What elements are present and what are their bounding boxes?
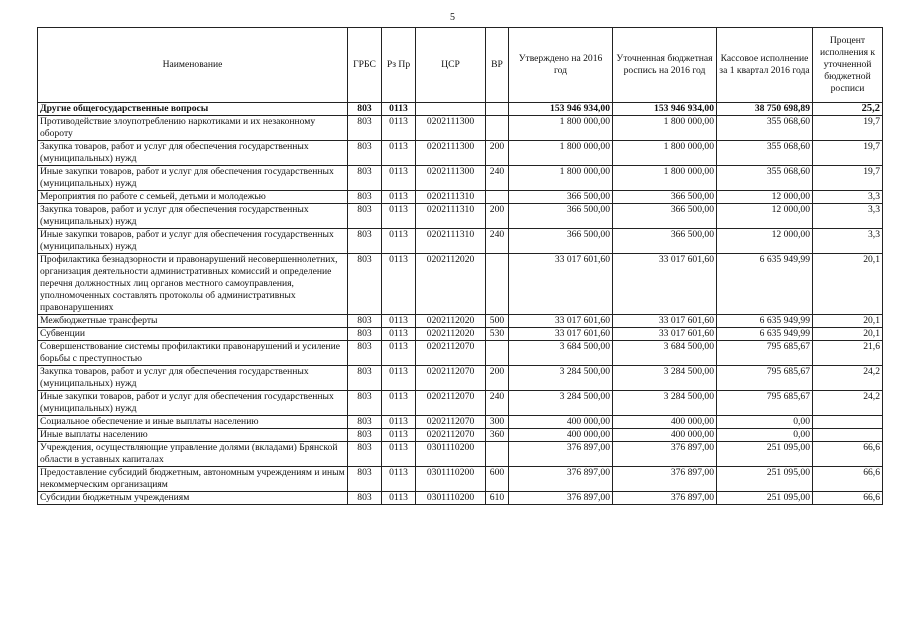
cell-rzpr: 0113 (382, 366, 416, 391)
table-row (38, 204, 883, 229)
cell-cash: 6 635 949,99 (717, 254, 813, 315)
cell-rzpr: 0113 (382, 254, 416, 315)
cell-grbs: 803 (348, 116, 382, 141)
cell-approved: 33 017 601,60 (509, 328, 613, 341)
cell-csr: 0202111310 (416, 204, 486, 229)
cell-csr: 0202112070 (416, 391, 486, 416)
cell-refined: 3 284 500,00 (613, 366, 717, 391)
cell-percent: 3,3 (813, 229, 883, 254)
cell-percent: 24,2 (813, 391, 883, 416)
cell-refined: 1 800 000,00 (613, 116, 717, 141)
cell-csr (416, 103, 486, 116)
cell-rzpr: 0113 (382, 191, 416, 204)
table-row (38, 341, 883, 366)
cell-rzpr: 0113 (382, 116, 416, 141)
cell-name: Другие общегосударственные вопросы (38, 103, 348, 116)
header-rzpr: Рз Пр (382, 28, 416, 103)
cell-approved: 153 946 934,00 (509, 103, 613, 116)
cell-rzpr: 0113 (382, 229, 416, 254)
table-row (38, 141, 883, 166)
cell-percent: 20,1 (813, 315, 883, 328)
cell-vr: 500 (486, 315, 509, 328)
cell-csr: 0202111300 (416, 141, 486, 166)
cell-cash: 795 685,67 (717, 391, 813, 416)
cell-cash: 251 095,00 (717, 467, 813, 492)
cell-grbs: 803 (348, 204, 382, 229)
cell-cash: 6 635 949,99 (717, 328, 813, 341)
cell-refined: 1 800 000,00 (613, 141, 717, 166)
cell-refined: 400 000,00 (613, 416, 717, 429)
cell-csr: 0202112020 (416, 315, 486, 328)
cell-percent: 19,7 (813, 116, 883, 141)
cell-approved: 1 800 000,00 (509, 141, 613, 166)
cell-csr: 0202112070 (416, 366, 486, 391)
cell-name: Совершенствование системы профилактики правонарушений и усиление борьбы с преступностью (38, 341, 348, 366)
header-refined: Уточненная бюджетная роспись на 2016 год (613, 28, 717, 103)
cell-cash: 12 000,00 (717, 191, 813, 204)
cell-vr: 360 (486, 429, 509, 442)
cell-refined: 33 017 601,60 (613, 328, 717, 341)
table-row (38, 328, 883, 341)
cell-refined: 400 000,00 (613, 429, 717, 442)
cell-approved: 376 897,00 (509, 467, 613, 492)
cell-name: Учреждения, осуществляющие управление долями (вкладами) Брянской области в уставных капиталах (38, 442, 348, 467)
cell-name: Закупка товаров, работ и услуг для обеспечения государственных (муниципальных) нужд (38, 204, 348, 229)
table-row (38, 429, 883, 442)
cell-vr (486, 341, 509, 366)
cell-rzpr: 0113 (382, 166, 416, 191)
cell-vr: 200 (486, 366, 509, 391)
cell-grbs: 803 (348, 191, 382, 204)
cell-name: Предоставление субсидий бюджетным, автономным учреждениям и иным некоммерческим организациям (38, 467, 348, 492)
cell-name: Мероприятия по работе с семьей, детьми и молодежью (38, 191, 348, 204)
cell-cash: 251 095,00 (717, 442, 813, 467)
cell-csr: 0301110200 (416, 442, 486, 467)
cell-cash: 355 068,60 (717, 141, 813, 166)
budget-table (37, 27, 883, 505)
cell-grbs: 803 (348, 141, 382, 166)
cell-percent: 66,6 (813, 467, 883, 492)
cell-rzpr: 0113 (382, 492, 416, 505)
cell-grbs: 803 (348, 366, 382, 391)
cell-grbs: 803 (348, 103, 382, 116)
table-body (38, 103, 883, 505)
cell-vr (486, 116, 509, 141)
cell-name: Субсидии бюджетным учреждениям (38, 492, 348, 505)
cell-vr: 600 (486, 467, 509, 492)
cell-cash: 12 000,00 (717, 229, 813, 254)
cell-refined: 33 017 601,60 (613, 254, 717, 315)
cell-name: Иные закупки товаров, работ и услуг для обеспечения государственных (муниципальных) нужд (38, 229, 348, 254)
header-name: Наименование (38, 28, 348, 103)
cell-refined: 366 500,00 (613, 204, 717, 229)
table-row (38, 467, 883, 492)
cell-vr: 240 (486, 391, 509, 416)
cell-csr: 0202112070 (416, 429, 486, 442)
cell-vr (486, 254, 509, 315)
cell-percent: 66,6 (813, 442, 883, 467)
cell-grbs: 803 (348, 166, 382, 191)
cell-rzpr: 0113 (382, 467, 416, 492)
table-row (38, 103, 883, 116)
table-row (38, 366, 883, 391)
cell-name: Иные выплаты населению (38, 429, 348, 442)
cell-cash: 38 750 698,89 (717, 103, 813, 116)
cell-approved: 366 500,00 (509, 191, 613, 204)
cell-refined: 366 500,00 (613, 191, 717, 204)
cell-cash: 355 068,60 (717, 166, 813, 191)
cell-grbs: 803 (348, 391, 382, 416)
cell-approved: 33 017 601,60 (509, 315, 613, 328)
cell-grbs: 803 (348, 416, 382, 429)
header-csr: ЦСР (416, 28, 486, 103)
cell-csr: 0202112070 (416, 416, 486, 429)
cell-rzpr: 0113 (382, 341, 416, 366)
cell-name: Противодействие злоупотреблению наркотиками и их незаконному обороту (38, 116, 348, 141)
cell-csr: 0202112020 (416, 254, 486, 315)
cell-percent: 3,3 (813, 191, 883, 204)
cell-vr: 610 (486, 492, 509, 505)
cell-grbs: 803 (348, 254, 382, 315)
cell-percent: 19,7 (813, 141, 883, 166)
cell-cash: 6 635 949,99 (717, 315, 813, 328)
cell-approved: 33 017 601,60 (509, 254, 613, 315)
cell-approved: 1 800 000,00 (509, 166, 613, 191)
cell-vr: 530 (486, 328, 509, 341)
table-row (38, 254, 883, 315)
cell-percent: 19,7 (813, 166, 883, 191)
cell-refined: 33 017 601,60 (613, 315, 717, 328)
table-row (38, 166, 883, 191)
cell-approved: 366 500,00 (509, 204, 613, 229)
cell-approved: 366 500,00 (509, 229, 613, 254)
cell-approved: 376 897,00 (509, 442, 613, 467)
cell-refined: 366 500,00 (613, 229, 717, 254)
header-cash: Кассовое исполнение за 1 квартал 2016 года (717, 28, 813, 103)
cell-csr: 0202111310 (416, 229, 486, 254)
cell-cash: 355 068,60 (717, 116, 813, 141)
cell-csr: 0202111310 (416, 191, 486, 204)
cell-cash: 0,00 (717, 429, 813, 442)
table-row (38, 492, 883, 505)
header-approved: Утверждено на 2016 год (509, 28, 613, 103)
cell-cash: 12 000,00 (717, 204, 813, 229)
cell-percent (813, 429, 883, 442)
table-row (38, 191, 883, 204)
table-row (38, 391, 883, 416)
cell-csr: 0301110200 (416, 467, 486, 492)
table-row (38, 442, 883, 467)
cell-approved: 400 000,00 (509, 429, 613, 442)
cell-refined: 3 684 500,00 (613, 341, 717, 366)
header-row (38, 28, 883, 103)
cell-percent: 24,2 (813, 366, 883, 391)
cell-rzpr: 0113 (382, 391, 416, 416)
cell-grbs: 803 (348, 442, 382, 467)
cell-name: Закупка товаров, работ и услуг для обеспечения государственных (муниципальных) нужд (38, 141, 348, 166)
cell-csr: 0202112020 (416, 328, 486, 341)
cell-refined: 153 946 934,00 (613, 103, 717, 116)
cell-csr: 0301110200 (416, 492, 486, 505)
cell-vr: 200 (486, 141, 509, 166)
cell-vr: 300 (486, 416, 509, 429)
cell-vr (486, 442, 509, 467)
cell-approved: 3 284 500,00 (509, 366, 613, 391)
cell-percent: 20,1 (813, 328, 883, 341)
cell-rzpr: 0113 (382, 141, 416, 166)
cell-cash: 251 095,00 (717, 492, 813, 505)
table-row (38, 229, 883, 254)
cell-rzpr: 0113 (382, 328, 416, 341)
cell-approved: 3 684 500,00 (509, 341, 613, 366)
cell-grbs: 803 (348, 467, 382, 492)
cell-vr: 240 (486, 166, 509, 191)
cell-csr: 0202111300 (416, 166, 486, 191)
cell-percent: 20,1 (813, 254, 883, 315)
cell-name: Иные закупки товаров, работ и услуг для обеспечения государственных (муниципальных) нужд (38, 166, 348, 191)
cell-percent: 66,6 (813, 492, 883, 505)
cell-rzpr: 0113 (382, 429, 416, 442)
cell-approved: 3 284 500,00 (509, 391, 613, 416)
cell-refined: 376 897,00 (613, 492, 717, 505)
cell-refined: 3 284 500,00 (613, 391, 717, 416)
table-row (38, 116, 883, 141)
cell-approved: 1 800 000,00 (509, 116, 613, 141)
cell-rzpr: 0113 (382, 103, 416, 116)
cell-cash: 795 685,67 (717, 366, 813, 391)
cell-grbs: 803 (348, 492, 382, 505)
cell-grbs: 803 (348, 229, 382, 254)
cell-name: Социальное обеспечение и иные выплаты населению (38, 416, 348, 429)
cell-refined: 1 800 000,00 (613, 166, 717, 191)
cell-rzpr: 0113 (382, 204, 416, 229)
cell-grbs: 803 (348, 429, 382, 442)
cell-approved: 376 897,00 (509, 492, 613, 505)
table-row (38, 416, 883, 429)
cell-name: Межбюджетные трансферты (38, 315, 348, 328)
cell-vr: 200 (486, 204, 509, 229)
cell-percent: 3,3 (813, 204, 883, 229)
cell-csr: 0202112070 (416, 341, 486, 366)
cell-percent: 25,2 (813, 103, 883, 116)
cell-refined: 376 897,00 (613, 467, 717, 492)
cell-name: Закупка товаров, работ и услуг для обеспечения государственных (муниципальных) нужд (38, 366, 348, 391)
cell-grbs: 803 (348, 315, 382, 328)
cell-csr: 0202111300 (416, 116, 486, 141)
header-grbs: ГРБС (348, 28, 382, 103)
table-row (38, 315, 883, 328)
cell-name: Субвенции (38, 328, 348, 341)
page-number: 5 (450, 12, 455, 23)
cell-percent (813, 416, 883, 429)
cell-grbs: 803 (348, 328, 382, 341)
cell-cash: 795 685,67 (717, 341, 813, 366)
cell-name: Иные закупки товаров, работ и услуг для обеспечения государственных (муниципальных) нужд (38, 391, 348, 416)
cell-rzpr: 0113 (382, 315, 416, 328)
cell-percent: 21,6 (813, 341, 883, 366)
cell-cash: 0,00 (717, 416, 813, 429)
cell-vr: 240 (486, 229, 509, 254)
header-vr: ВР (486, 28, 509, 103)
cell-grbs: 803 (348, 341, 382, 366)
header-percent: Процент исполнения к уточненной бюджетной росписи (813, 28, 883, 103)
cell-vr (486, 191, 509, 204)
cell-rzpr: 0113 (382, 416, 416, 429)
cell-vr (486, 103, 509, 116)
cell-rzpr: 0113 (382, 442, 416, 467)
cell-refined: 376 897,00 (613, 442, 717, 467)
cell-approved: 400 000,00 (509, 416, 613, 429)
cell-name: Профилактика безнадзорности и правонарушений несовершеннолетних, организация деятельности административных комиссий и определение перечня должностных лиц органов местного самоуправления, уполномоченных составлять протоколы об административных правонарушениях (38, 254, 348, 315)
